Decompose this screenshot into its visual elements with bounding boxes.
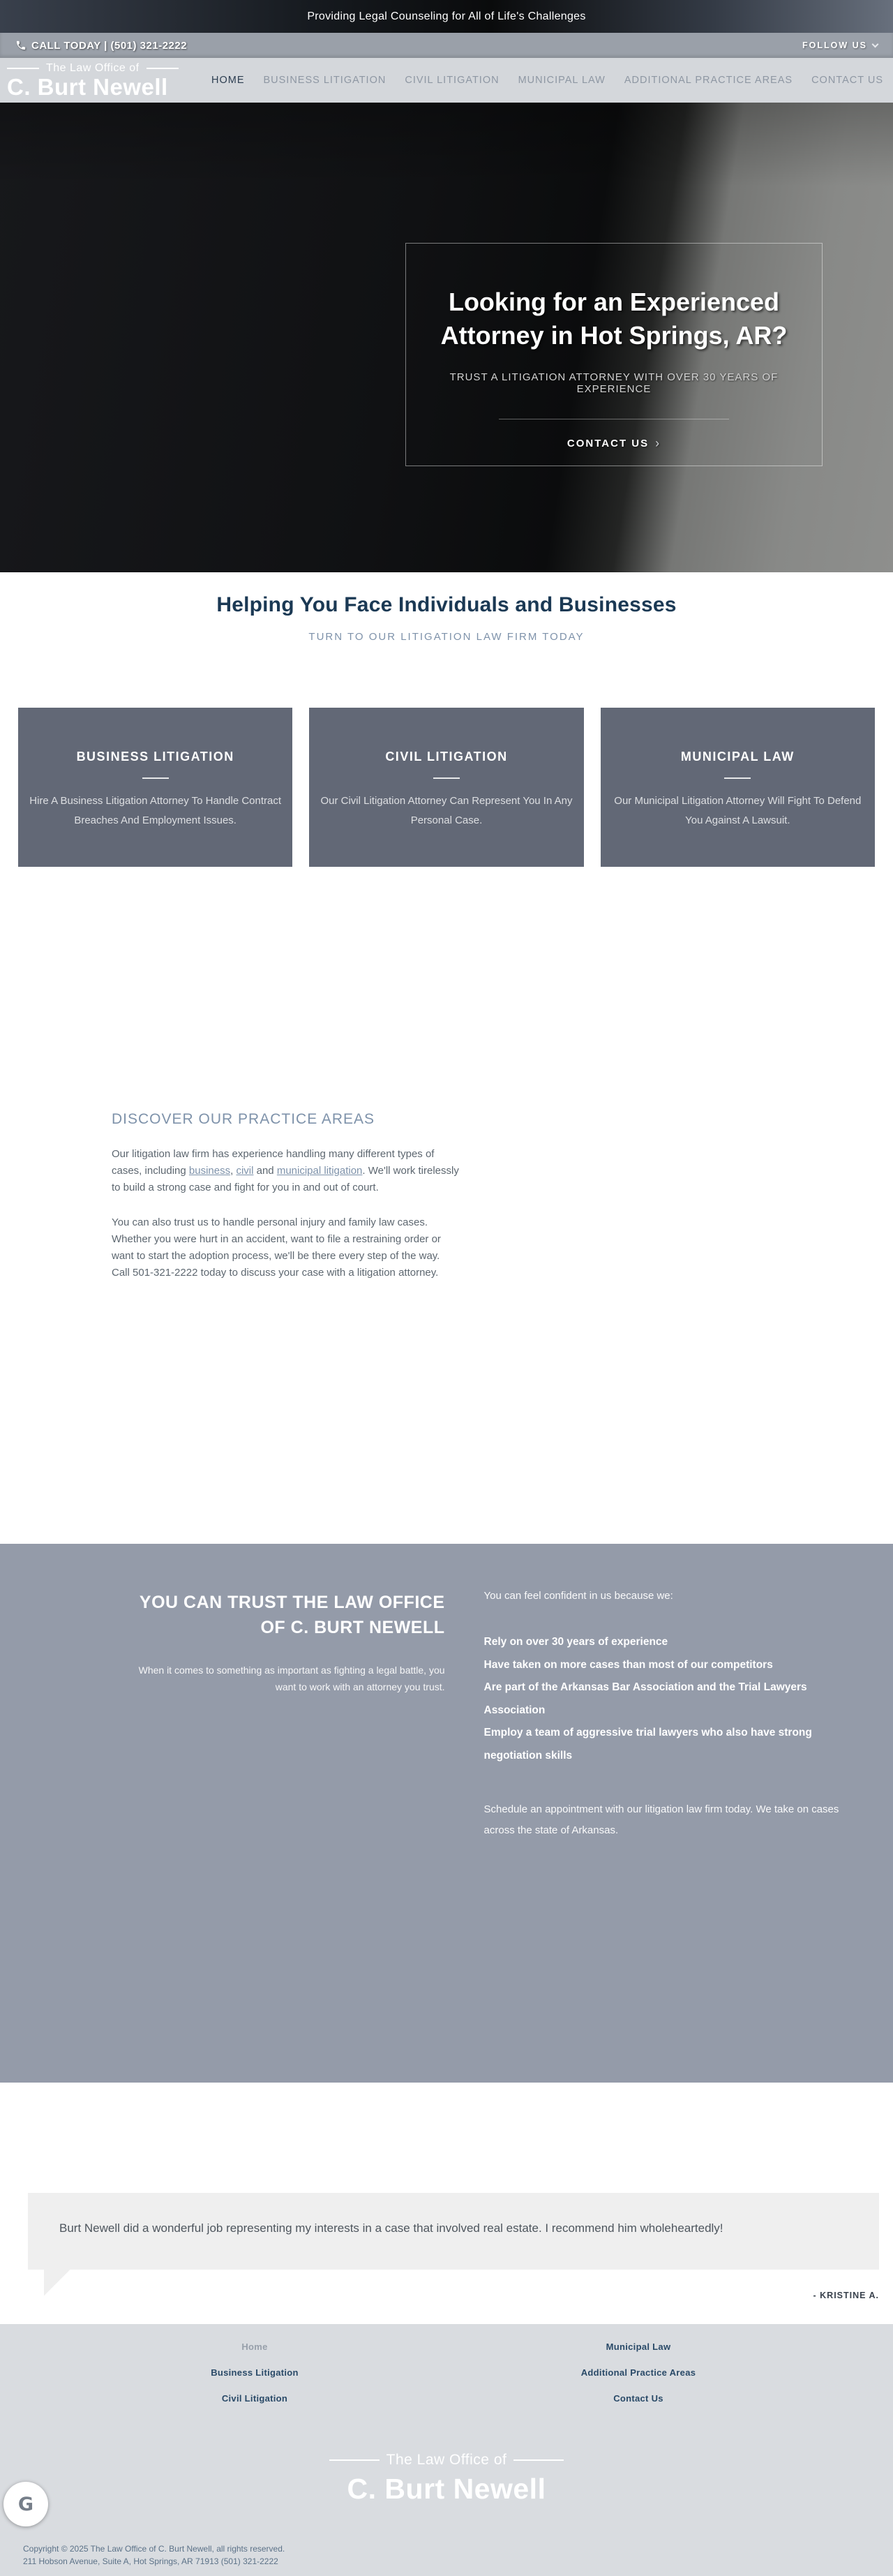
nav-item-contact-us[interactable]: CONTACT US bbox=[811, 75, 883, 86]
card-title: CIVIL LITIGATION bbox=[385, 750, 508, 764]
site-logo[interactable] bbox=[7, 63, 179, 98]
testimonial-quote: Burt Newell did a wonderful job representing my interests in a case that involved real estate. I recommend him wholeheartedly! bbox=[59, 2221, 723, 2235]
municipal-litigation-link[interactable]: municipal litigation bbox=[276, 1165, 363, 1177]
trust-section bbox=[0, 1544, 893, 2083]
practice-paragraph-2: You can also trust us to handle personal injury and family law cases. Whether you were hurt in an accident, want to file a restraining order or want to start the adoption process, we'll be there every step of the way. Call 501-321-2222 today to discuss your case with a litigation attorney. bbox=[112, 1216, 441, 1279]
card-divider bbox=[142, 777, 169, 779]
text-segment: . We'll work tirelessly to build a strong case and fight for you in and out of court. bbox=[112, 1165, 459, 1193]
trust-heading: YOU CAN TRUST THE LAW OFFICE OF C. BURT NEWELL bbox=[139, 1593, 445, 1638]
section-subheading: TURN TO OUR LITIGATION LAW FIRM TODAY bbox=[308, 631, 585, 643]
nav-item-civil-litigation[interactable]: CIVIL LITIGATION bbox=[405, 75, 500, 86]
footer-link-contact-us[interactable]: Contact Us bbox=[613, 2393, 663, 2404]
hero-contact-us-link[interactable] bbox=[567, 436, 661, 451]
trust-bullet: Employ a team of aggressive trial lawyers who also have strong negotiation skills bbox=[483, 1727, 812, 1762]
footer-link-business-litigation[interactable]: Business Litigation bbox=[211, 2367, 299, 2378]
trust-bullet: Are part of the Arkansas Bar Association and the Trial Lawyers Association bbox=[483, 1681, 807, 1716]
copyright-line-2: 211 Hobson Avenue, Suite A, Hot Springs, AR 71913 (501) 321-2222 bbox=[23, 2556, 278, 2566]
tagline-text: Providing Legal Counseling for All of Life's Challenges bbox=[307, 10, 586, 22]
testimonial-author: - KRISTINE A. bbox=[813, 2290, 879, 2300]
card-body: Hire A Business Litigation Attorney To Handle Contract Breaches And Employment Issues. bbox=[29, 795, 282, 826]
chevron-down-icon bbox=[872, 40, 879, 47]
intro-section bbox=[0, 572, 893, 1544]
nav-item-home[interactable]: HOME bbox=[211, 75, 245, 86]
nav-item-municipal-law[interactable]: MUNICIPAL LAW bbox=[518, 75, 606, 86]
footer-link-home[interactable]: Home bbox=[241, 2342, 268, 2352]
trust-bullet-list bbox=[484, 1631, 841, 1767]
card-title: BUSINESS LITIGATION bbox=[76, 750, 234, 764]
call-today-label: CALL TODAY | (501) 321-2222 bbox=[31, 39, 188, 52]
testimonial-section bbox=[0, 2083, 893, 2324]
trust-outro: Schedule an appointment with our litigation law firm today. We take on cases across the state of Arkansas. bbox=[483, 1803, 839, 1836]
google-g-icon: G bbox=[17, 2493, 34, 2515]
footer-link-civil-litigation[interactable]: Civil Litigation bbox=[221, 2393, 288, 2404]
card-municipal-law bbox=[601, 708, 875, 867]
practice-areas-block bbox=[112, 1111, 460, 1281]
text-segment: , bbox=[230, 1165, 237, 1177]
copyright bbox=[23, 2543, 285, 2568]
hero-box bbox=[405, 243, 823, 466]
footer-logo bbox=[0, 2452, 893, 2506]
google-reviews-badge[interactable] bbox=[3, 2482, 48, 2526]
footer-link-municipal-law[interactable]: Municipal Law bbox=[606, 2342, 671, 2352]
card-divider bbox=[724, 777, 751, 779]
civil-litigation-link[interactable]: civil bbox=[236, 1165, 254, 1177]
follow-us-button[interactable] bbox=[802, 40, 878, 50]
footer bbox=[0, 2324, 893, 2576]
card-business-litigation bbox=[18, 708, 292, 867]
phone-icon bbox=[15, 40, 27, 51]
footer-nav bbox=[63, 2339, 830, 2406]
trust-intro: You can feel confident in us because we: bbox=[483, 1590, 673, 1602]
card-body: Our Municipal Litigation Attorney Will Fight To Defend You Against A Lawsuit. bbox=[614, 795, 862, 826]
card-civil-litigation bbox=[309, 708, 583, 867]
nav-item-additional-practice-areas[interactable]: ADDITIONAL PRACTICE AREAS bbox=[624, 75, 793, 86]
footer-logo-name: C. Burt Newell bbox=[347, 2473, 546, 2505]
card-title: MUNICIPAL LAW bbox=[680, 750, 795, 764]
chevron-right-icon: › bbox=[655, 436, 661, 451]
call-today-link[interactable] bbox=[15, 40, 187, 52]
follow-us-label: FOLLOW US bbox=[802, 40, 867, 50]
logo-name: C. Burt Newell bbox=[7, 73, 168, 100]
testimonial-bubble bbox=[28, 2193, 879, 2270]
hero-cta-label: CONTACT US bbox=[566, 438, 650, 450]
card-divider bbox=[433, 777, 460, 779]
trust-bullet: Rely on over 30 years of experience bbox=[483, 1636, 668, 1648]
main-header bbox=[0, 58, 893, 103]
top-tagline-bar bbox=[0, 0, 893, 33]
trust-bullet: Have taken on more cases than most of our competitors bbox=[483, 1658, 773, 1671]
card-body: Our Civil Litigation Attorney Can Represent You In Any Personal Case. bbox=[320, 795, 573, 826]
footer-logo-tagline: The Law Office of bbox=[0, 2452, 893, 2469]
nav-item-business-litigation[interactable]: BUSINESS LITIGATION bbox=[263, 75, 387, 86]
hero-subtitle: TRUST A LITIGATION ATTORNEY WITH OVER 30 YEARS OF EXPERIENCE bbox=[449, 371, 779, 396]
trust-right-column bbox=[484, 1590, 841, 2083]
business-litigation-link[interactable]: business bbox=[188, 1165, 231, 1177]
hero-title: Looking for an Experienced Attorney in Hot Springs, AR? bbox=[440, 288, 788, 350]
practice-paragraph-1 bbox=[112, 1146, 460, 1196]
practice-cards bbox=[18, 708, 875, 867]
trust-left-column bbox=[119, 1590, 445, 2083]
practice-areas-heading: DISCOVER OUR PRACTICE AREAS bbox=[112, 1111, 375, 1127]
copyright-line-1: Copyright © 2025 The Law Office of C. Burt Newell, all rights reserved. bbox=[23, 2544, 285, 2554]
text-segment: and bbox=[253, 1165, 277, 1177]
hero-section bbox=[0, 103, 893, 572]
trust-subtext: When it comes to something as important as fighting a legal battle, you want to work with an attorney you trust. bbox=[138, 1664, 445, 1692]
main-nav bbox=[211, 75, 883, 86]
section-heading: Helping You Face Individuals and Businesses bbox=[216, 593, 677, 616]
text-segment: Our litigation law firm has experience handling many different types of cases, including bbox=[112, 1148, 435, 1177]
call-bar bbox=[0, 33, 893, 58]
logo-tagline: The Law Office of bbox=[7, 63, 179, 74]
footer-link-additional-practice-areas[interactable]: Additional Practice Areas bbox=[580, 2367, 696, 2378]
